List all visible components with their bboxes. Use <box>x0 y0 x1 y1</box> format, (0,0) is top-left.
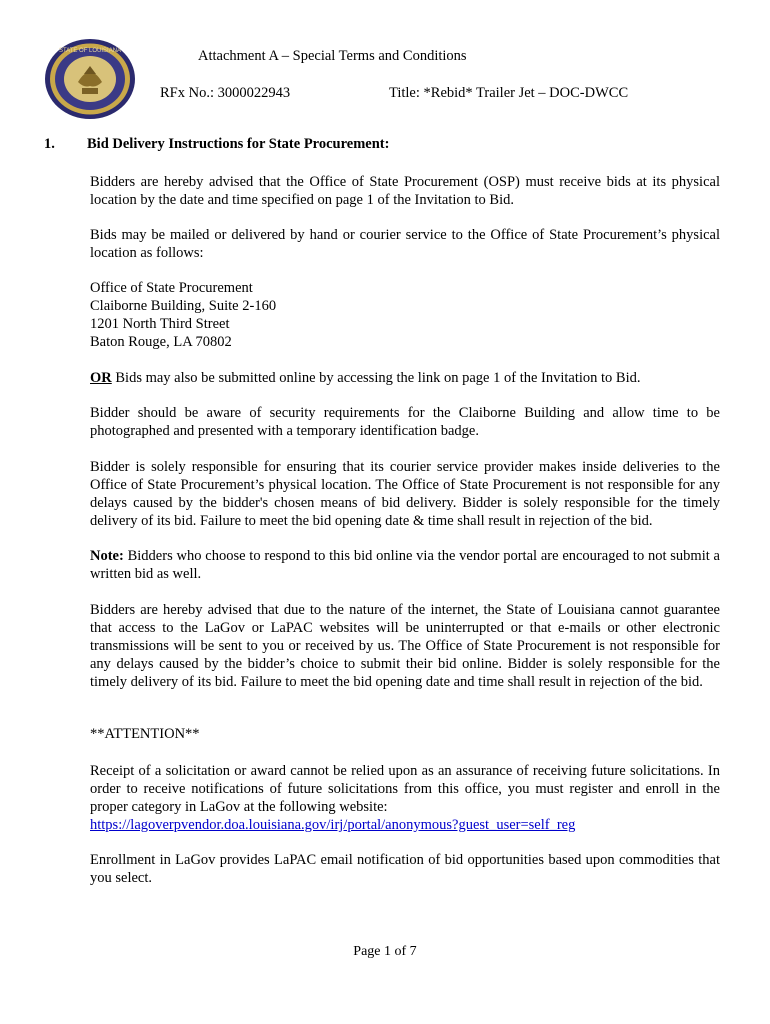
paragraph-internet-disclaimer: Bidders are hereby advised that due to the nature of the internet, the State of Louisiana cannot guarantee that access to the LaGov or LaPAC websites will be uninterrupted or that e-mails or other electronic transmissions will be sent to you or received by us. The Office of State Procurement is not responsible for any delays caused by the bidder’s choice to submit their bid online. Bidder is solely responsible for the timely delivery of its bid. Failure to meet the bid opening date and time shall result in rejection of the bid. <box>90 602 720 690</box>
paragraph-online-submission <box>90 369 720 387</box>
address-line: Baton Rouge, LA 70802 <box>90 334 232 350</box>
state-seal-logo <box>44 38 136 120</box>
seal-text: STATE OF LOUISIANA <box>58 48 122 54</box>
online-submission-text: Bids may also be submitted online by accessing the link on page 1 of the Invitation to Bid. <box>111 370 641 386</box>
attachment-title: Attachment A – Special Terms and Conditions <box>198 48 467 64</box>
note-label: Note: <box>90 548 124 564</box>
section-number: 1. <box>44 136 55 152</box>
paragraph-security: Bidder should be aware of security requirements for the Claiborne Building and allow time to be photographed and presented with a temporary identification badge. <box>90 405 720 439</box>
address-line: Claiborne Building, Suite 2-160 <box>90 298 277 314</box>
paragraph-delivery-methods: Bids may be mailed or delivered by hand or courier service to the Office of State Procurement’s physical location as follows: <box>90 227 720 261</box>
future-solicitations-text: Receipt of a solicitation or award cannot be relied upon as an assurance of receiving future solicitations. In order to receive notifications of future solicitations from this office, you must register and enroll in the proper category in LaGov at the following website: <box>90 763 720 815</box>
paragraph-enrollment: Enrollment in LaGov provides LaPAC email notification of bid opportunities based upon commodities that you select. <box>90 852 720 886</box>
attention-heading: **ATTENTION** <box>90 726 200 742</box>
or-label: OR <box>90 370 112 386</box>
address-line: 1201 North Third Street <box>90 316 230 332</box>
paragraph-courier-responsibility: Bidder is solely responsible for ensuring that its courier service provider makes inside deliveries to the Office of State Procurement’s physical location. The Office of State Procurement is not responsible for any delays caused by the bidder's chosen means of bid delivery. Bidder is solely responsible for the timely delivery of its bid. Failure to meet the bid opening date & time shall result in rejection of the bid. <box>90 459 720 529</box>
document-title: Title: *Rebid* Trailer Jet – DOC-DWCC <box>389 85 629 101</box>
page-number: Page 1 of 7 <box>353 944 417 959</box>
paragraph-note <box>90 547 720 583</box>
lagov-registration-link[interactable]: https://lagoverpvendor.doa.louisiana.gov/irj/portal/anonymous?guest_user=self_reg <box>90 817 576 833</box>
note-text: Bidders who choose to respond to this bid online via the vendor portal are encouraged to not submit a written bid as well. <box>90 548 720 582</box>
section-title: Bid Delivery Instructions for State Procurement: <box>87 136 390 152</box>
rfx-number: RFx No.: 3000022943 <box>160 85 291 101</box>
address-line: Office of State Procurement <box>90 280 253 296</box>
mailing-address <box>90 279 720 351</box>
paragraph-future-solicitations <box>90 762 720 834</box>
paragraph-osp-receipt: Bidders are hereby advised that the Office of State Procurement (OSP) must receive bids at its physical location by the date and time specified on page 1 of the Invitation to Bid. <box>90 174 720 208</box>
